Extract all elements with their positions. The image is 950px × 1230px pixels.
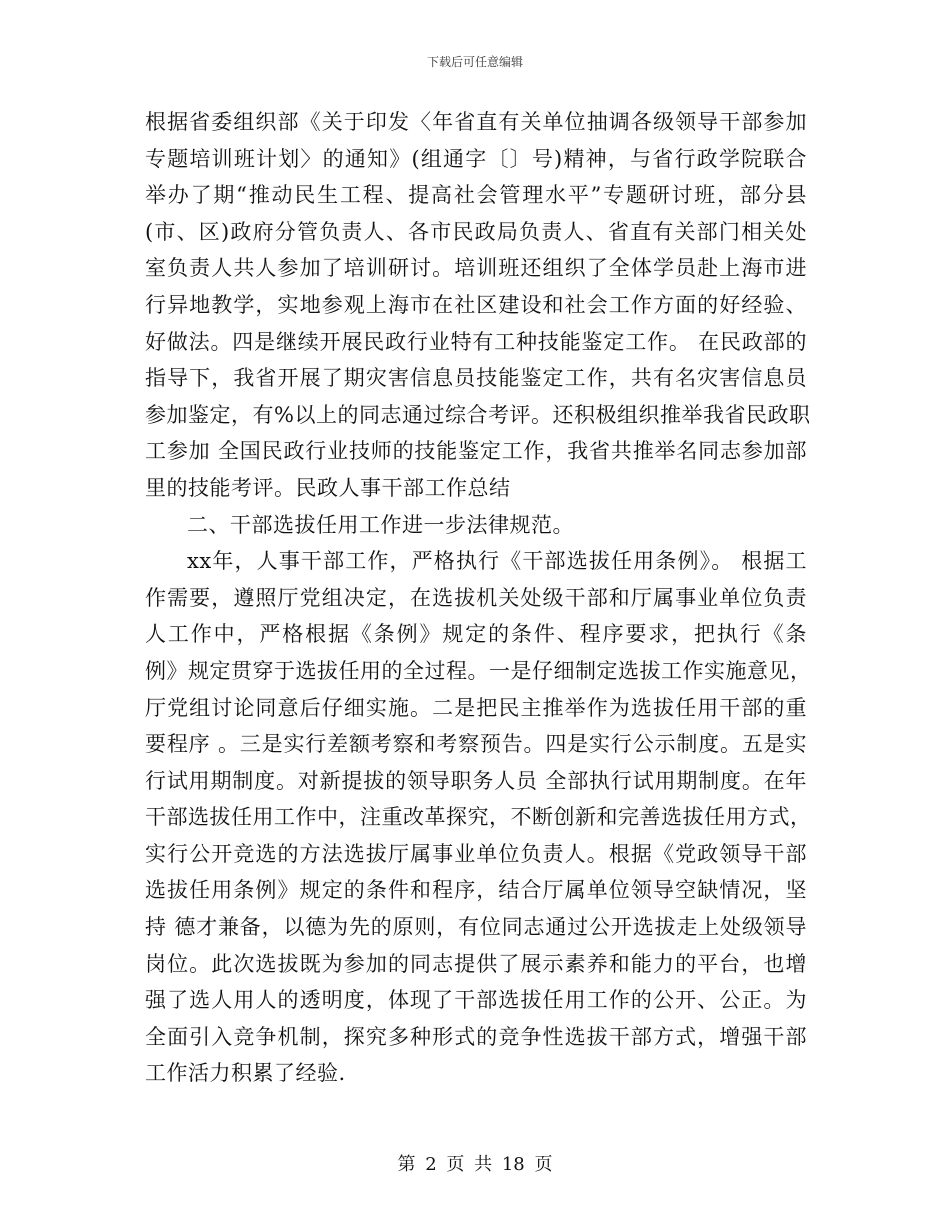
page-header: 下载后可任意编辑: [426, 55, 523, 69]
text-line: 全面引入竞争机制，探究多种形式的竞争性选拔干部方式，增强干部: [145, 1024, 807, 1049]
text-line: 根据省委组织部《关于印发〈年省直有关单位抽调各级领导干部参加: [145, 110, 807, 134]
text-line: 室负责人共人参加了培训研讨。培训班还组织了全体学员赴上海市进: [145, 256, 807, 281]
text-line: 举办了期“推动民生工程、提高社会管理水平”专题研讨班，部分县: [145, 183, 807, 208]
text-line: 里的技能考评。民政人事干部工作总结: [145, 475, 511, 500]
text-line: (市、区)政府分管负责人、各市民政局负责人、省直有关部门相关处: [145, 219, 807, 244]
text-line: 二、干部选拔任用工作进一步法律规范。: [187, 512, 574, 537]
text-line: 好做法。四是继续开展民政行业特有工种技能鉴定工作。 在民政部的: [145, 329, 807, 354]
page-footer: 第 2 页 共 18 页: [397, 1154, 553, 1175]
text-line: 厅党组讨论同意后仔细实施。二是把民主推举作为选拔任用干部的重: [145, 695, 807, 720]
text-line: 人工作中，严格根据《条例》规定的条件、程序要求，把执行《条: [145, 622, 807, 647]
text-line: 指导下，我省开展了期灾害信息员技能鉴定工作，共有名灾害信息员: [145, 366, 807, 391]
text-line: 工作活力积累了经验.: [145, 1061, 346, 1086]
text-line: 强了选人用人的透明度，体现了干部选拔任用工作的公开、公正。为: [145, 988, 807, 1013]
text-line: 岗位。此次选拔既为参加的同志提供了展示素养和能力的平台，也增: [145, 951, 807, 976]
text-line: 行异地教学，实地参观上海市在社区建设和社会工作方面的好经验、: [145, 292, 807, 317]
text-line: 专题培训班计划〉的通知》(组通字〔〕号)精神，与省行政学院联合: [145, 146, 807, 171]
text-line: 例》规定贯穿于选拔任用的全过程。一是仔细制定选拔工作实施意见，: [145, 658, 812, 683]
text-line: 持 德才兼备，以德为先的原则，有位同志通过公开选拔走上处级领导: [145, 915, 807, 940]
text-line: 行试用期制度。对新提拔的领导职务人员 全部执行试用期制度。在年: [145, 768, 807, 793]
text-line: 工参加 全国民政行业技师的技能鉴定工作，我省共推举名同志参加部: [145, 439, 807, 464]
text-line: 参加鉴定，有%以上的同志通过综合考评。还积极组织推举我省民政职: [145, 402, 811, 427]
document-body: [145, 104, 812, 1092]
text-line: 选拔任用条例》规定的条件和程序，结合厅属单位领导空缺情况，坚: [145, 878, 807, 903]
paragraph: [145, 104, 811, 507]
text-line: 实行公开竞选的方法选拔厅属事业单位负责人。根据《党政领导干部: [145, 841, 807, 866]
paragraph: [145, 507, 807, 544]
text-line: 干部选拔任用工作中，注重改革探究，不断创新和完善选拔任用方式，: [145, 805, 812, 830]
paragraph: [145, 543, 812, 1092]
text-line: 作需要，遵照厅党组决定，在选拔机关处级干部和厅属事业单位负责: [145, 585, 807, 610]
text-line: 要程序 。三是实行差额考察和考察预告。四是实行公示制度。五是实: [145, 732, 807, 757]
text-line: xx年，人事干部工作，严格执行《干部选拔任用条例》。 根据工: [187, 549, 807, 574]
